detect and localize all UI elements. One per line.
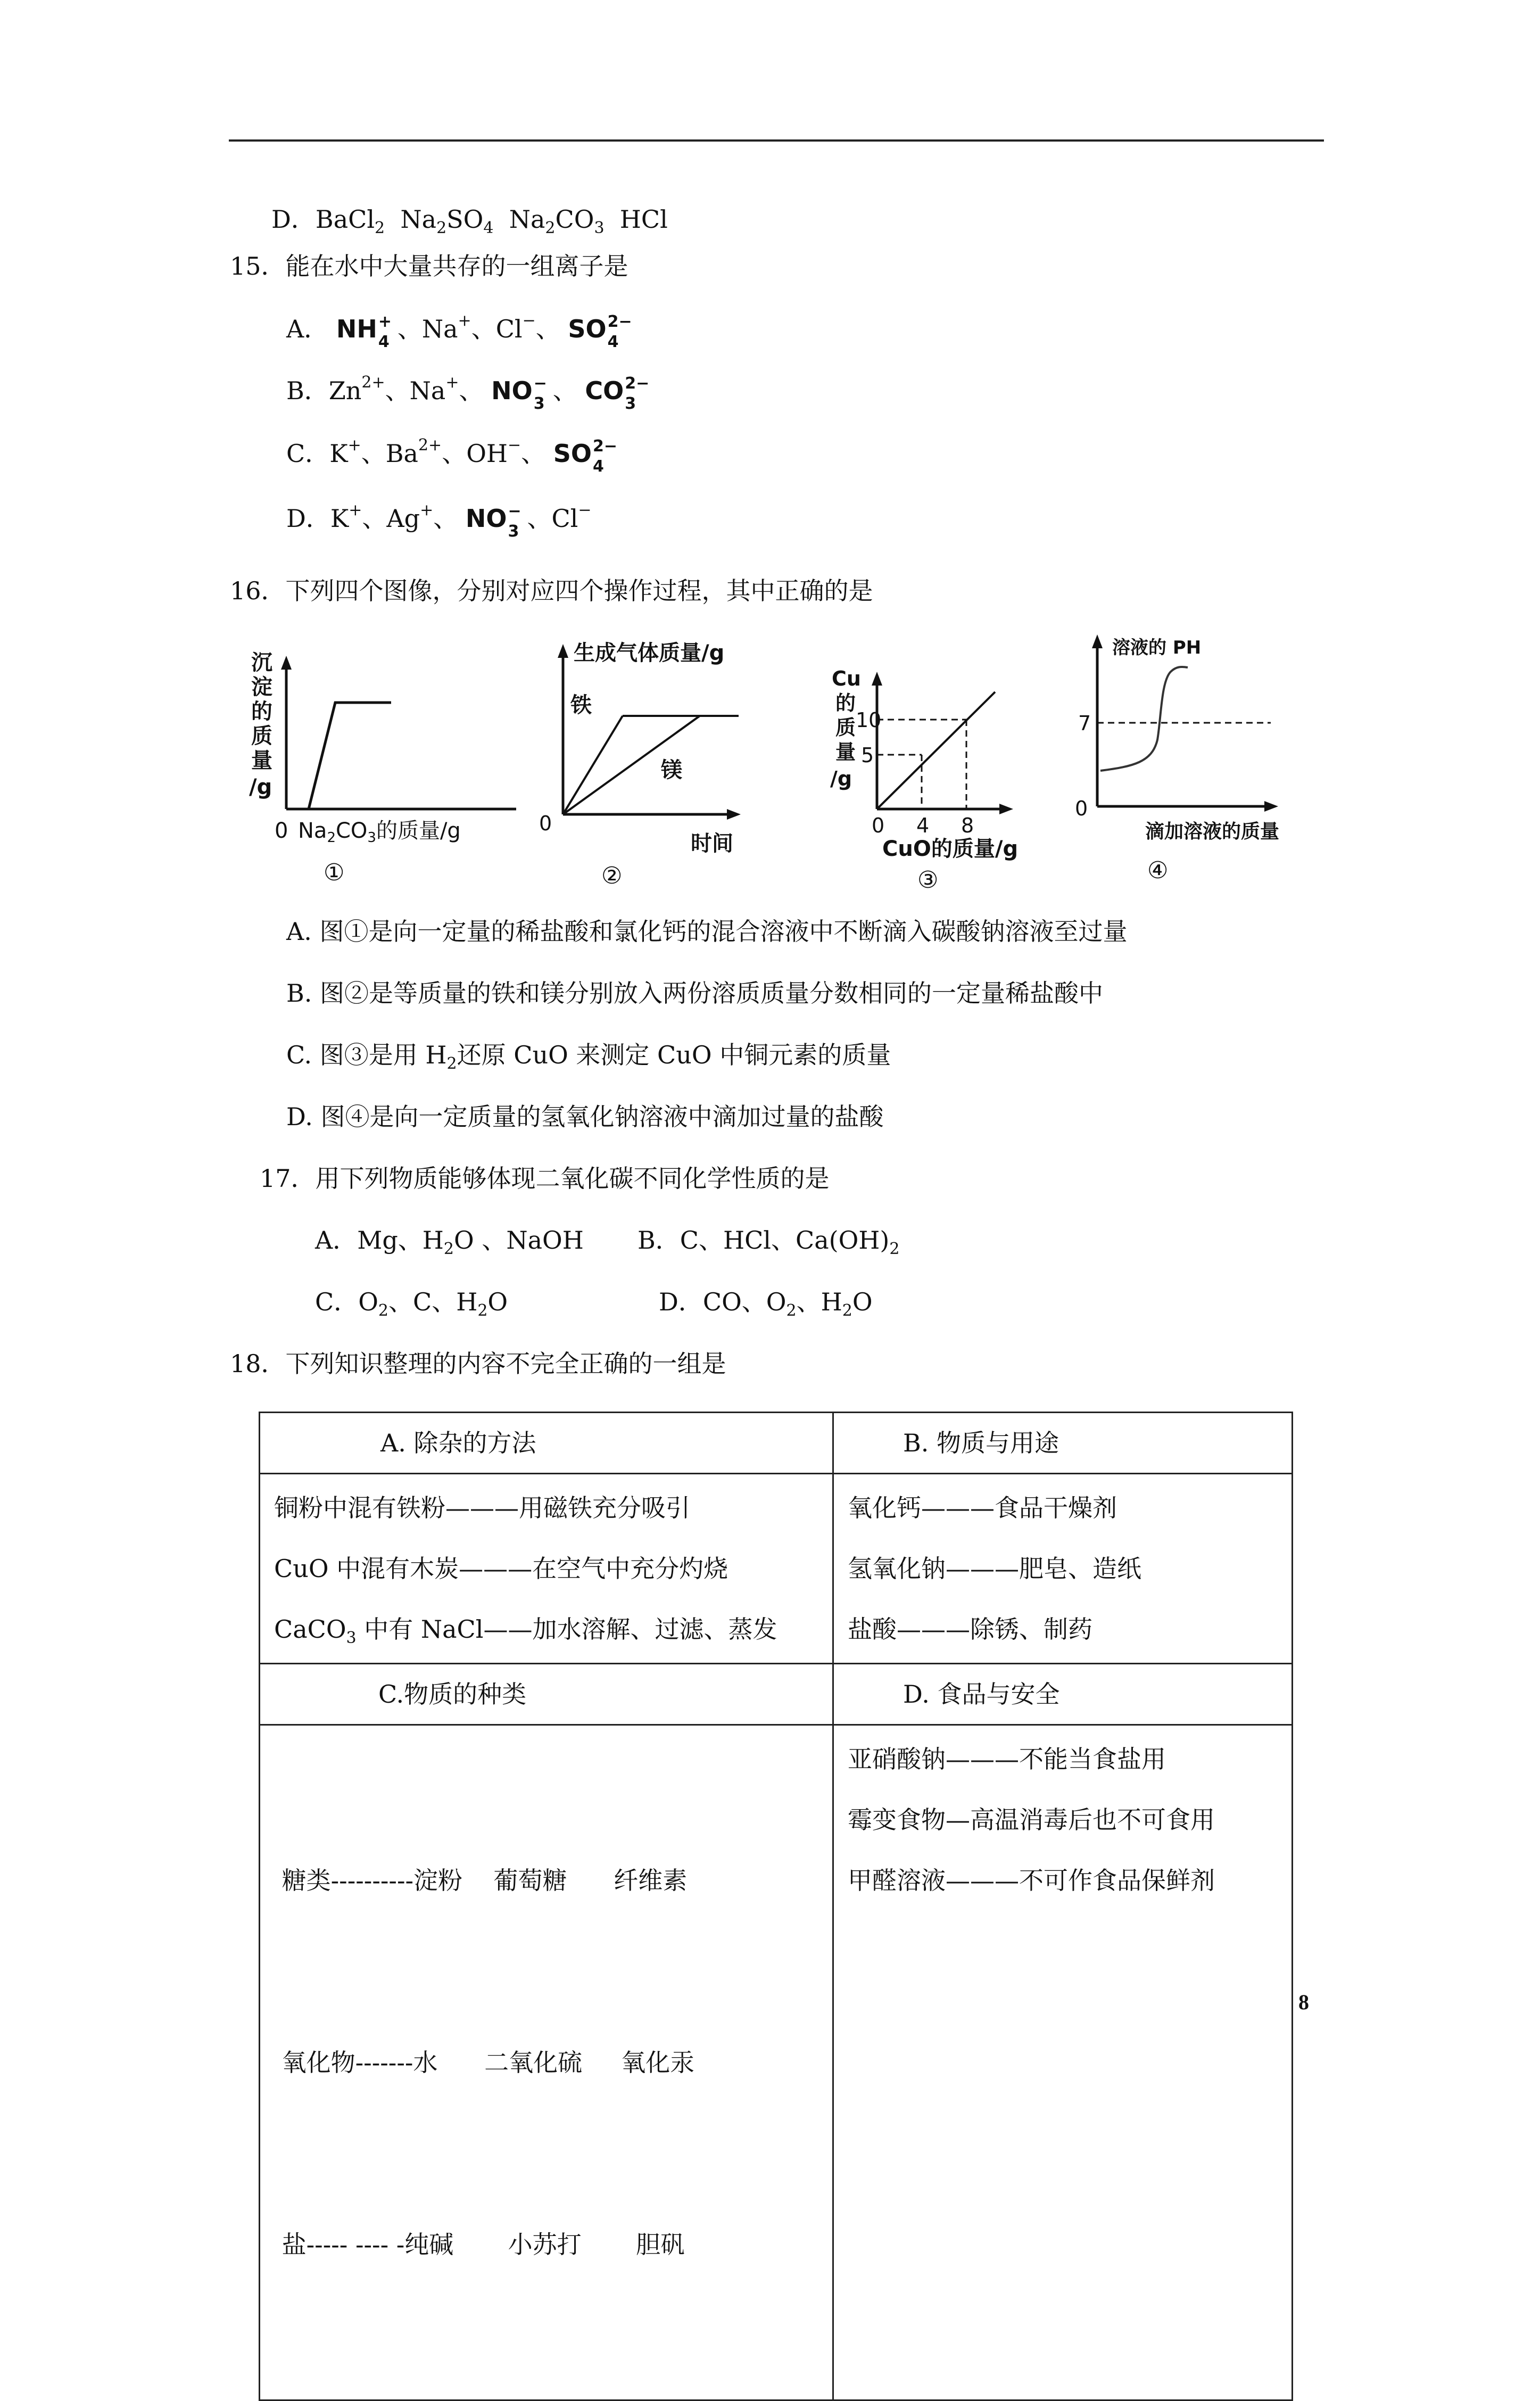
graph3-line [877,692,995,809]
cell-a-row-2: CuO 中混有木炭———在空气中充分灼烧 [274,1554,728,1583]
graph2-line-label-2: 镁 [661,758,682,782]
graph1-ylabel-2: 的 [251,699,272,724]
q18-table [259,1412,1293,2401]
q17-option-b: B．C、HCl、$Ca(OH)_2$ [637,1226,900,1258]
cell-c-row-3: 盐----- ---- -纯碱 小苏打 胆矾 [274,2230,685,2259]
cell-d-row-1: 亚硝酸钠———不能当食盐用 [848,1745,1166,1773]
graph1-ylabel-4: 量 [251,748,272,773]
cell-d-row-2: 霉变食物—高温消毒后也不可食用 [848,1805,1215,1834]
graph-4 [1075,634,1279,884]
page-number: 8 [1298,1990,1309,2014]
graph1-curve [309,703,391,809]
q17-option-a: A．Mg、$H_2O$ 、NaOH [315,1226,584,1258]
graph3-y-arrow [872,672,882,686]
graph4-xlabel: 滴加溶液的质量 [1145,821,1280,843]
graph1-ylabel-0: 沉 [251,650,272,675]
table-cell-a [260,1474,833,1664]
q18-stem: 18．下列知识整理的内容不完全正确的一组是 [230,1349,726,1378]
q16-option-b: B. 图②是等质量的铁和镁分别放入两份溶质质量分数相同的一定量稀盐酸中 [286,979,1104,1008]
q17-stem: 17．用下列物质能够体现二氧化碳不同化学性质的是 [260,1164,830,1193]
graph1-y-arrow [281,656,292,670]
graph2-y-arrow [558,644,568,658]
graph2-ylabel: 生成气体质量/g [574,641,725,665]
graph3-ylabel-1: 的 [835,691,856,715]
q16-option-a: A. 图①是向一定量的稀盐酸和氯化钙的混合溶液中不断滴入碳酸钠溶液至过量 [286,917,1128,946]
cell-c-row-1: 糖类----------淀粉 葡萄糖 纤维素 [274,1866,688,1895]
graph-3 [830,667,1018,894]
q15-option-b: B．$Zn^{2+}$、Na+、 NO − 3 、 CO 2− 3 [286,373,650,413]
q16-graphs [229,623,1325,900]
graph2-number: ② [601,862,623,889]
table-head-a: A. 除杂的方法 [260,1413,833,1474]
graph-2 [539,641,741,889]
graph1-origin: 0 [275,819,288,843]
graph-1 [249,650,516,886]
graph4-number: ④ [1147,857,1169,884]
table-head-b: B. 物质与用途 [833,1413,1293,1474]
graph3-tick-y10: 10 [856,708,882,732]
table-head-c: C.物质的种类 [260,1664,833,1725]
cell-b-row-3: 盐酸———除锈、制药 [848,1615,1092,1644]
graph1-xlabel: $Na_2CO_3$的质量/g [298,819,461,846]
graph3-tick-x4: 4 [916,814,930,837]
table-cell-c [260,1725,833,2400]
graph2-line-label-1: 铁 [570,693,592,717]
q15-option-d: D．K+、Ag+、 NO − 3 、Cl− [286,501,592,541]
graph1-ylabel-1: 淀 [251,675,272,699]
graph4-x-arrow [1264,801,1278,812]
q17-option-d: D．CO、$O_2$、$H_2O$ [659,1288,873,1320]
q15-option-c: C．K+、$Ba^{2+}$、OH−、 SO 2− 4 [286,436,618,476]
graph3-ylabel-3: 量 [835,740,856,764]
graph3-ylabel-2: 质 [835,716,856,739]
table-cell-d [833,1725,1293,2400]
graph4-y-arrow [1092,634,1103,648]
q16-stem: 16．下列四个图像，分别对应四个操作过程，其中正确的是 [230,576,873,605]
graph2-x-arrow [727,809,741,820]
graph3-origin: 0 [872,814,885,837]
graph3-x-arrow [999,804,1013,814]
cell-b-row-1: 氧化钙———食品干燥剂 [848,1494,1117,1522]
graph4-curve [1100,667,1188,771]
cell-b-row-2: 氢氧化钠———肥皂、造纸 [848,1554,1141,1583]
q16-option-d: D. 图④是向一定质量的氢氧化钠溶液中滴加过量的盐酸 [286,1102,884,1131]
graph4-tick-y7: 7 [1078,712,1091,735]
cell-a-row-1: 铜粉中混有铁粉———用磁铁充分吸引 [274,1494,690,1522]
graph3-xlabel: CuO的质量/g [882,837,1019,861]
graph2-line-1 [563,716,623,814]
q15-option-a: A． NH + 4 、Na+、Cl−、 SO 2− 4 [286,311,632,351]
graph1-ylabel-5: /g [249,775,272,799]
graph3-ylabel-0: Cu [832,667,861,690]
table-cell-b [833,1474,1293,1664]
graph1-ylabel-3: 质 [251,724,272,748]
header-rule [229,139,1324,142]
graph3-tick-y5: 5 [861,744,874,767]
cell-c-row-2: 氧化物-------水 二氧化硫 氧化汞 [274,2048,695,2077]
q16-option-c: C. 图③是用 $H_2$还原 CuO 来测定 CuO 中铜元素的质量 [286,1041,891,1073]
graph2-origin: 0 [539,812,552,835]
table-head-d: D. 食品与安全 [833,1664,1293,1725]
graph3-tick-x8: 8 [961,814,974,837]
graph1-number: ① [324,859,345,886]
q14-option-d: D．BaCl$_2$ $Na_2SO_4$ $Na_2CO_3$ HCl [271,205,668,237]
graph3-number: ③ [917,867,939,894]
cell-a-row-3: CaCO$_3$ 中有 NaCl——加水溶解、过滤、蒸发 [274,1615,777,1647]
graph2-xlabel: 时间 [691,831,733,856]
graph3-ylabel-4: /g [830,767,852,790]
graph4-origin: 0 [1075,797,1088,820]
q17-option-c: C．$O_2$、C、$H_2O$ [315,1288,508,1320]
cell-d-row-3: 甲醛溶液———不可作食品保鲜剂 [848,1866,1215,1895]
graph4-ylabel: 溶液的 PH [1112,637,1202,658]
q15-stem: 15．能在水中大量共存的一组离子是 [230,252,628,280]
